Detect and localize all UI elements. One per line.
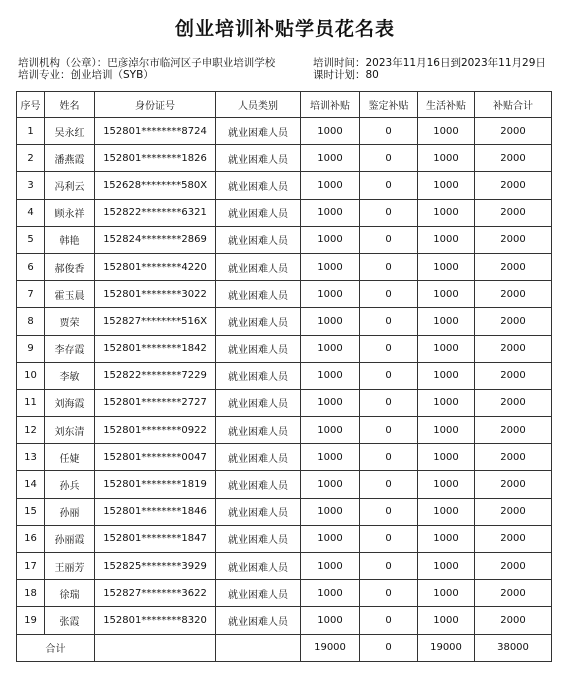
cell-name: 刘东清: [45, 417, 95, 444]
total-empty-cell: [216, 634, 301, 661]
cell-appraisal: 0: [360, 253, 418, 280]
cell-id: 152801********2727: [95, 389, 216, 416]
cell-sum: 2000: [475, 226, 552, 253]
table-row: [17, 145, 552, 172]
cell-category: 就业困难人员: [216, 253, 301, 280]
cell-sum: 2000: [475, 145, 552, 172]
cell-index: 13: [17, 444, 45, 471]
cell-sum: 2000: [475, 253, 552, 280]
cell-name: 冯利云: [45, 172, 95, 199]
cell-index: 6: [17, 253, 45, 280]
cell-category: 就业困难人员: [216, 525, 301, 552]
cell-appraisal: 0: [360, 281, 418, 308]
cell-id: 152801********0047: [95, 444, 216, 471]
cell-appraisal: 0: [360, 172, 418, 199]
table-row: [17, 172, 552, 199]
total-row: [17, 634, 552, 661]
cell-category: 就业困难人员: [216, 580, 301, 607]
cell-id: 152801********1826: [95, 145, 216, 172]
cell-living: 1000: [418, 580, 475, 607]
cell-training: 1000: [301, 308, 360, 335]
cell-name: 潘燕霞: [45, 145, 95, 172]
cell-appraisal: 0: [360, 498, 418, 525]
cell-sum: 2000: [475, 281, 552, 308]
cell-appraisal: 0: [360, 444, 418, 471]
cell-index: 5: [17, 226, 45, 253]
meta-left: [18, 57, 275, 81]
cell-id: 152801********8724: [95, 118, 216, 145]
cell-id: 152801********4220: [95, 253, 216, 280]
cell-appraisal: 0: [360, 199, 418, 226]
cell-category: 就业困难人员: [216, 308, 301, 335]
cell-category: 就业困难人员: [216, 498, 301, 525]
cell-sum: 2000: [475, 417, 552, 444]
cell-category: 就业困难人员: [216, 553, 301, 580]
cell-sum: 2000: [475, 580, 552, 607]
table-row: [17, 308, 552, 335]
cell-category: 就业困难人员: [216, 335, 301, 362]
table-row: [17, 226, 552, 253]
total-living: 19000: [418, 634, 475, 661]
cell-sum: 2000: [475, 118, 552, 145]
cell-category: 就业困难人员: [216, 199, 301, 226]
table-row: [17, 118, 552, 145]
cell-training: 1000: [301, 118, 360, 145]
col-header-living: 生活补贴: [418, 92, 475, 118]
cell-sum: 2000: [475, 444, 552, 471]
period-label: 培训时间：2023年11月16日到2023年11月29日: [313, 57, 546, 69]
cell-training: 1000: [301, 145, 360, 172]
col-header-appraisal: 鉴定补贴: [360, 92, 418, 118]
total-training: 19000: [301, 634, 360, 661]
cell-training: 1000: [301, 580, 360, 607]
cell-index: 17: [17, 553, 45, 580]
cell-id: 152827********516X: [95, 308, 216, 335]
col-header-training: 培训补贴: [301, 92, 360, 118]
meta-right: [313, 57, 546, 81]
cell-living: 1000: [418, 226, 475, 253]
cell-sum: 2000: [475, 172, 552, 199]
cell-appraisal: 0: [360, 118, 418, 145]
cell-training: 1000: [301, 362, 360, 389]
cell-category: 就业困难人员: [216, 389, 301, 416]
cell-id: 152801********0922: [95, 417, 216, 444]
cell-training: 1000: [301, 444, 360, 471]
cell-name: 孙丽: [45, 498, 95, 525]
cell-name: 王丽芳: [45, 553, 95, 580]
cell-id: 152801********8320: [95, 607, 216, 634]
cell-training: 1000: [301, 226, 360, 253]
cell-name: 韩艳: [45, 226, 95, 253]
cell-id: 152822********7229: [95, 362, 216, 389]
roster-body: [17, 118, 552, 635]
cell-name: 吴永红: [45, 118, 95, 145]
cell-index: 14: [17, 471, 45, 498]
cell-index: 18: [17, 580, 45, 607]
cell-appraisal: 0: [360, 580, 418, 607]
cell-sum: 2000: [475, 199, 552, 226]
cell-training: 1000: [301, 389, 360, 416]
cell-appraisal: 0: [360, 389, 418, 416]
table-row: [17, 444, 552, 471]
header-row: [17, 92, 552, 118]
cell-id: 152825********3929: [95, 553, 216, 580]
cell-name: 霍玉晨: [45, 281, 95, 308]
roster-table: [16, 91, 552, 662]
cell-training: 1000: [301, 172, 360, 199]
cell-appraisal: 0: [360, 417, 418, 444]
col-header-index: 序号: [17, 92, 45, 118]
cell-name: 郝俊香: [45, 253, 95, 280]
total-sum: 38000: [475, 634, 552, 661]
cell-appraisal: 0: [360, 145, 418, 172]
cell-training: 1000: [301, 335, 360, 362]
cell-id: 152824********2869: [95, 226, 216, 253]
cell-training: 1000: [301, 417, 360, 444]
col-header-sum: 补贴合计: [475, 92, 552, 118]
cell-category: 就业困难人员: [216, 607, 301, 634]
cell-training: 1000: [301, 471, 360, 498]
cell-appraisal: 0: [360, 471, 418, 498]
cell-id: 152801********1819: [95, 471, 216, 498]
cell-living: 1000: [418, 525, 475, 552]
cell-appraisal: 0: [360, 553, 418, 580]
cell-training: 1000: [301, 607, 360, 634]
cell-id: 152801********1847: [95, 525, 216, 552]
cell-index: 12: [17, 417, 45, 444]
table-row: [17, 471, 552, 498]
cell-category: 就业困难人员: [216, 471, 301, 498]
cell-training: 1000: [301, 281, 360, 308]
cell-appraisal: 0: [360, 308, 418, 335]
cell-living: 1000: [418, 145, 475, 172]
col-header-name: 姓名: [45, 92, 95, 118]
cell-sum: 2000: [475, 525, 552, 552]
cell-name: 张霞: [45, 607, 95, 634]
col-header-id: 身份证号: [95, 92, 216, 118]
cell-living: 1000: [418, 199, 475, 226]
cell-index: 2: [17, 145, 45, 172]
cell-living: 1000: [418, 389, 475, 416]
table-row: [17, 607, 552, 634]
cell-appraisal: 0: [360, 525, 418, 552]
cell-appraisal: 0: [360, 226, 418, 253]
cell-index: 1: [17, 118, 45, 145]
table-row: [17, 253, 552, 280]
cell-name: 刘海霞: [45, 389, 95, 416]
cell-living: 1000: [418, 281, 475, 308]
cell-living: 1000: [418, 471, 475, 498]
cell-living: 1000: [418, 444, 475, 471]
total-label: 合计: [17, 634, 95, 661]
cell-id: 152801********1842: [95, 335, 216, 362]
total-empty-cell: [95, 634, 216, 661]
table-row: [17, 389, 552, 416]
cell-living: 1000: [418, 335, 475, 362]
cell-index: 10: [17, 362, 45, 389]
cell-name: 孙丽霞: [45, 525, 95, 552]
table-row: [17, 335, 552, 362]
table-row: [17, 362, 552, 389]
cell-id: 152801********1846: [95, 498, 216, 525]
cell-name: 李存霞: [45, 335, 95, 362]
cell-living: 1000: [418, 362, 475, 389]
cell-category: 就业困难人员: [216, 281, 301, 308]
cell-living: 1000: [418, 417, 475, 444]
cell-category: 就业困难人员: [216, 118, 301, 145]
cell-index: 16: [17, 525, 45, 552]
cell-name: 顾永祥: [45, 199, 95, 226]
cell-sum: 2000: [475, 607, 552, 634]
cell-appraisal: 0: [360, 335, 418, 362]
specialty-label: 培训专业：创业培训（SYB）: [18, 69, 154, 81]
table-row: [17, 417, 552, 444]
cell-sum: 2000: [475, 362, 552, 389]
cell-sum: 2000: [475, 498, 552, 525]
cell-living: 1000: [418, 308, 475, 335]
cell-living: 1000: [418, 172, 475, 199]
cell-id: 152822********6321: [95, 199, 216, 226]
cell-category: 就业困难人员: [216, 417, 301, 444]
institution-label: 培训机构（公章）：巴彦淖尔市临河区子申职业培训学校: [18, 57, 276, 69]
cell-sum: 2000: [475, 471, 552, 498]
cell-living: 1000: [418, 607, 475, 634]
table-row: [17, 553, 552, 580]
cell-index: 4: [17, 199, 45, 226]
cell-index: 9: [17, 335, 45, 362]
cell-training: 1000: [301, 199, 360, 226]
cell-sum: 2000: [475, 335, 552, 362]
cell-sum: 2000: [475, 553, 552, 580]
cell-name: 徐瑞: [45, 580, 95, 607]
cell-name: 孙兵: [45, 471, 95, 498]
cell-index: 11: [17, 389, 45, 416]
cell-name: 贾荣: [45, 308, 95, 335]
cell-id: 152628********580X: [95, 172, 216, 199]
page-title: 创业培训补贴学员花名表: [174, 18, 395, 40]
table-row: [17, 580, 552, 607]
cell-appraisal: 0: [360, 362, 418, 389]
cell-living: 1000: [418, 253, 475, 280]
table-row: [17, 281, 552, 308]
cell-id: 152827********3622: [95, 580, 216, 607]
cell-category: 就业困难人员: [216, 172, 301, 199]
cell-living: 1000: [418, 498, 475, 525]
cell-category: 就业困难人员: [216, 226, 301, 253]
cell-index: 3: [17, 172, 45, 199]
cell-training: 1000: [301, 553, 360, 580]
cell-index: 15: [17, 498, 45, 525]
cell-training: 1000: [301, 525, 360, 552]
cell-name: 李敏: [45, 362, 95, 389]
cell-category: 就业困难人员: [216, 145, 301, 172]
cell-name: 任婕: [45, 444, 95, 471]
cell-living: 1000: [418, 118, 475, 145]
table-row: [17, 199, 552, 226]
table-row: [17, 498, 552, 525]
cell-training: 1000: [301, 253, 360, 280]
cell-id: 152801********3022: [95, 281, 216, 308]
cell-category: 就业困难人员: [216, 444, 301, 471]
table-row: [17, 525, 552, 552]
cell-index: 7: [17, 281, 45, 308]
total-appraisal: 0: [360, 634, 418, 661]
cell-sum: 2000: [475, 389, 552, 416]
col-header-category: 人员类别: [216, 92, 301, 118]
hours-label: 课时计划：80: [313, 69, 379, 81]
cell-appraisal: 0: [360, 607, 418, 634]
cell-index: 19: [17, 607, 45, 634]
cell-category: 就业困难人员: [216, 362, 301, 389]
cell-index: 8: [17, 308, 45, 335]
cell-training: 1000: [301, 498, 360, 525]
cell-living: 1000: [418, 553, 475, 580]
cell-sum: 2000: [475, 308, 552, 335]
